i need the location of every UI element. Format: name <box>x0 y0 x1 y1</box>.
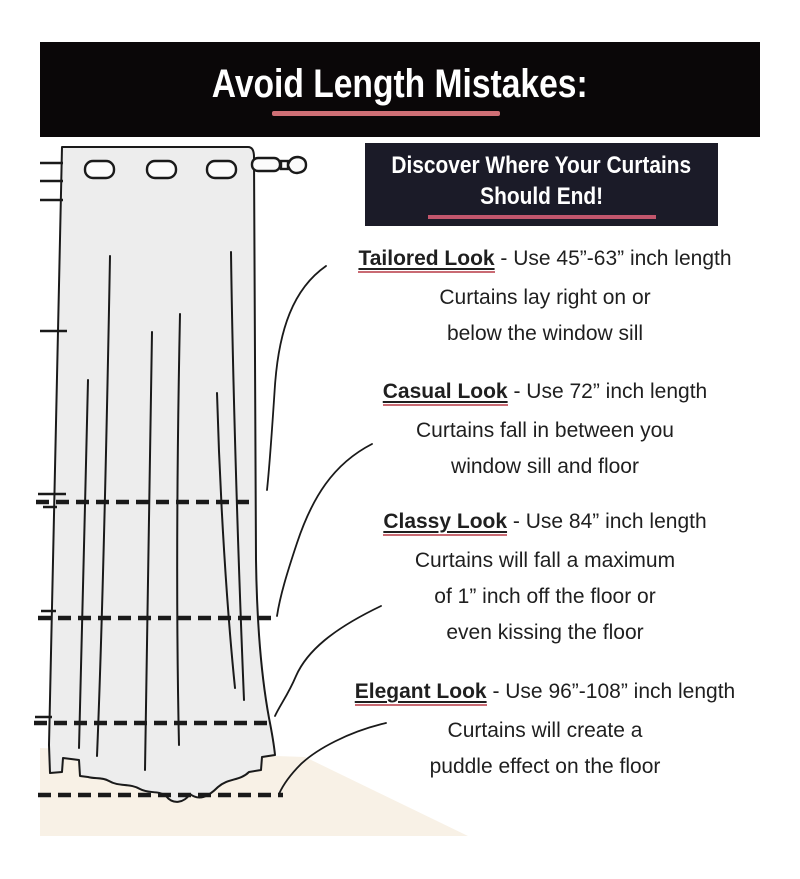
grommets <box>85 161 236 178</box>
look-detail: - Use 84” inch length <box>507 510 707 533</box>
subtitle-line-1: Discover Where Your Curtains <box>391 152 692 179</box>
section-casual-look <box>290 374 800 485</box>
section-classy-look <box>290 504 800 651</box>
rod-bar <box>252 158 280 171</box>
grommet-icon <box>147 161 176 178</box>
section-elegant-look <box>290 674 800 785</box>
page-title: Avoid Length Mistakes: <box>212 61 588 106</box>
title-banner <box>40 42 760 137</box>
section-line: Curtains lay right on or <box>439 286 651 309</box>
section-line: even kissing the floor <box>446 621 644 644</box>
look-name: Tailored Look <box>358 247 494 273</box>
subtitle-box <box>365 143 718 226</box>
section-tailored-look <box>290 241 800 352</box>
look-name: Casual Look <box>383 380 508 406</box>
look-detail: - Use 45”-63” inch length <box>494 247 732 270</box>
section-line: Curtains fall in between you <box>416 419 674 442</box>
section-heading <box>290 241 800 277</box>
look-detail: - Use 96”-108” inch length <box>486 680 736 703</box>
look-name: Classy Look <box>383 510 507 536</box>
section-line: Curtains will create a <box>447 719 643 742</box>
grommet-icon <box>85 161 114 178</box>
section-line: of 1” inch off the floor or <box>434 585 656 608</box>
look-name: Elegant Look <box>355 680 487 706</box>
subtitle-line-2: Should End! <box>480 183 603 210</box>
section-heading <box>290 374 800 410</box>
section-line: puddle effect on the floor <box>429 755 661 778</box>
curtain-rod <box>252 157 306 173</box>
section-heading <box>290 504 800 540</box>
title-underline <box>272 111 500 116</box>
grommet-icon <box>207 161 236 178</box>
section-heading <box>290 674 800 710</box>
curtain-panel <box>49 147 275 802</box>
section-line: below the window sill <box>446 322 644 345</box>
finial-icon <box>288 157 306 173</box>
look-detail: - Use 72” inch length <box>507 380 708 403</box>
subtitle-underline <box>428 215 656 219</box>
section-line: window sill and floor <box>451 455 639 478</box>
section-line: Curtains will fall a maximum <box>414 549 676 572</box>
